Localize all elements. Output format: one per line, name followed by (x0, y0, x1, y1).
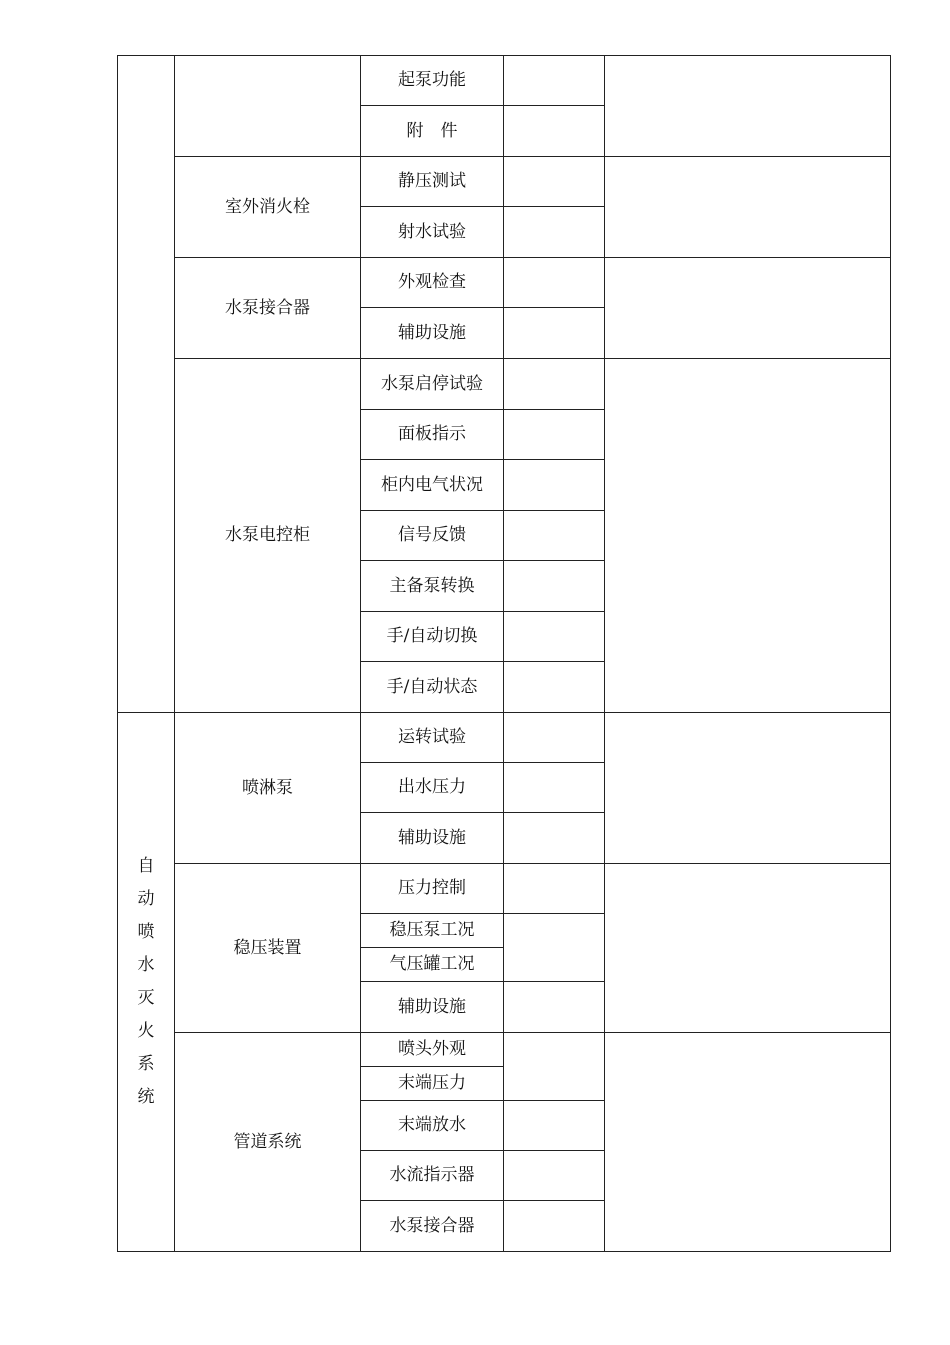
item-cell: 外观检查 (360, 257, 504, 308)
system-char: 动 (137, 889, 155, 909)
result-cell (503, 55, 605, 106)
system-char: 水 (137, 955, 155, 975)
result-cell (503, 206, 605, 258)
result-cell (503, 358, 605, 410)
item-cell: 末端压力 (360, 1066, 504, 1101)
item-cell: 出水压力 (360, 762, 504, 813)
result-cell (503, 712, 605, 763)
remark-cell (604, 863, 891, 1033)
item-cell: 主备泵转换 (360, 560, 504, 612)
item-cell: 运转试验 (360, 712, 504, 763)
item-cell: 面板指示 (360, 409, 504, 460)
result-cell (503, 1200, 605, 1252)
result-cell (503, 560, 605, 612)
item-cell: 辅助设施 (360, 307, 504, 359)
item-cell: 压力控制 (360, 863, 504, 914)
system-char: 自 (137, 856, 155, 876)
item-cell: 射水试验 (360, 206, 504, 258)
remark-cell (604, 358, 891, 713)
result-cell (503, 105, 605, 157)
item-cell: 水泵接合器 (360, 1200, 504, 1252)
item-cell: 稳压泵工况 (360, 913, 504, 948)
system-cell-sprinkler (117, 712, 175, 1252)
item-cell: 信号反馈 (360, 510, 504, 561)
result-cell (503, 307, 605, 359)
result-cell (503, 156, 605, 207)
item-cell: 气压罐工况 (360, 947, 504, 982)
result-cell (503, 257, 605, 308)
system-char: 统 (137, 1087, 155, 1107)
item-cell: 喷头外观 (360, 1032, 504, 1067)
item-cell: 附 件 (360, 105, 504, 157)
result-cell (503, 459, 605, 511)
result-cell (503, 661, 605, 713)
result-cell (503, 409, 605, 460)
group-cell: 喷淋泵 (174, 712, 361, 864)
system-cell-blank (117, 55, 175, 713)
remark-cell (604, 156, 891, 258)
result-cell (503, 1150, 605, 1201)
item-cell: 柜内电气状况 (360, 459, 504, 511)
group-cell (174, 55, 361, 157)
remark-cell (604, 1032, 891, 1252)
item-cell: 手/自动切换 (360, 611, 504, 662)
item-cell: 手/自动状态 (360, 661, 504, 713)
remark-cell (604, 55, 891, 157)
remark-cell (604, 712, 891, 864)
result-cell (503, 981, 605, 1033)
result-cell (503, 863, 605, 914)
result-cell (503, 1032, 605, 1101)
item-cell: 水泵启停试验 (360, 358, 504, 410)
result-cell (503, 812, 605, 864)
group-cell: 稳压装置 (174, 863, 361, 1033)
item-cell: 末端放水 (360, 1100, 504, 1151)
group-cell: 水泵接合器 (174, 257, 361, 359)
result-cell (503, 762, 605, 813)
item-cell: 静压测试 (360, 156, 504, 207)
group-cell: 水泵电控柜 (174, 358, 361, 713)
result-cell (503, 1100, 605, 1151)
item-cell: 水流指示器 (360, 1150, 504, 1201)
group-cell: 管道系统 (174, 1032, 361, 1252)
system-char: 系 (137, 1054, 155, 1074)
item-cell: 辅助设施 (360, 812, 504, 864)
item-cell: 起泵功能 (360, 55, 504, 106)
system-char: 灭 (137, 988, 155, 1008)
item-cell: 辅助设施 (360, 981, 504, 1033)
group-cell: 室外消火栓 (174, 156, 361, 258)
remark-cell (604, 257, 891, 359)
result-cell (503, 913, 605, 982)
result-cell (503, 510, 605, 561)
system-char: 喷 (137, 922, 155, 942)
system-char: 火 (137, 1021, 155, 1041)
result-cell (503, 611, 605, 662)
